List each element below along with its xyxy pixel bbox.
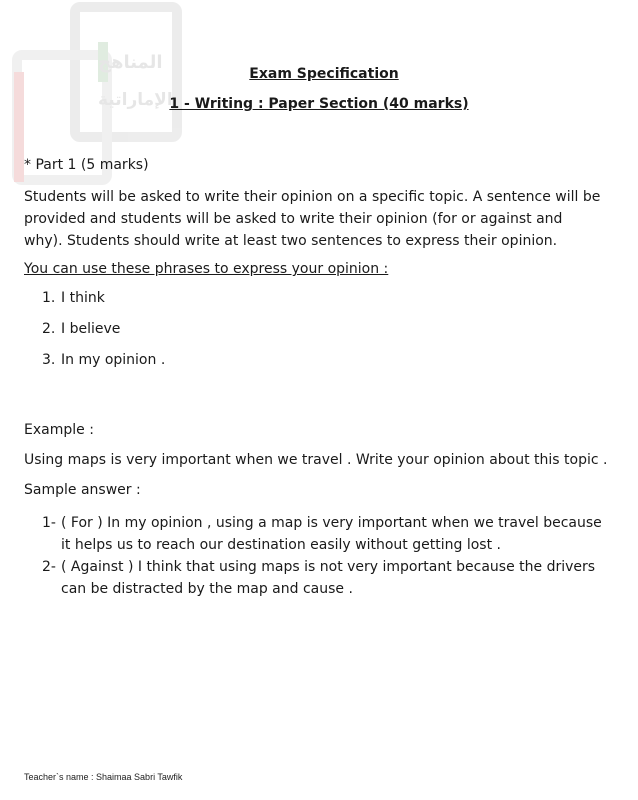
list-item: [42, 556, 607, 600]
answer-text: ( For ) In my opinion , using a map is very important when we travel because it helps us to reach our destination easily without getting lost .: [61, 515, 602, 553]
teacher-name: Teacher`s name : Shaimaa Sabri Tawfik: [24, 772, 183, 782]
list-item: [42, 321, 165, 352]
example-label: Example :: [24, 422, 94, 438]
example-prompt: Using maps is very important when we travel . Write your opinion about this topic .: [24, 452, 608, 468]
list-item-number: 2.: [42, 321, 56, 337]
list-item-text: I believe: [61, 321, 121, 337]
answer-number: 1-: [42, 515, 56, 531]
list-item: [42, 512, 607, 556]
list-item: [42, 352, 165, 383]
sample-answer-label: Sample answer :: [24, 482, 141, 498]
answer-text: ( Against ) I think that using maps is not very important because the drivers can be distracted by the map and cause .: [61, 559, 596, 597]
part-description: Students will be asked to write their opinion on a specific topic. A sentence will be provided and students will be asked to write their opinion (for or against and why). Students should write at least two sentences to express their opinion.: [24, 189, 601, 249]
part-heading: * Part 1 (5 marks): [24, 157, 149, 173]
phrases-intro: You can use these phrases to express your opinion :: [24, 261, 389, 277]
answer-number: 2-: [42, 559, 56, 575]
watermark-text-line2: الإماراتية: [98, 90, 173, 110]
watermark-text-line1: المناهج: [98, 52, 163, 73]
list-item-text: In my opinion .: [61, 352, 166, 368]
list-item-number: 1.: [42, 290, 56, 306]
document-title: Exam Specification: [249, 66, 399, 82]
phrases-list: [42, 290, 165, 383]
list-item-text: I think: [61, 290, 105, 306]
sample-answers-list: [42, 512, 607, 600]
list-item-number: 3.: [42, 352, 56, 368]
list-item: [42, 290, 165, 321]
section-title: 1 - Writing : Paper Section (40 marks): [169, 96, 469, 112]
watermark-red-stripe: [14, 72, 24, 182]
